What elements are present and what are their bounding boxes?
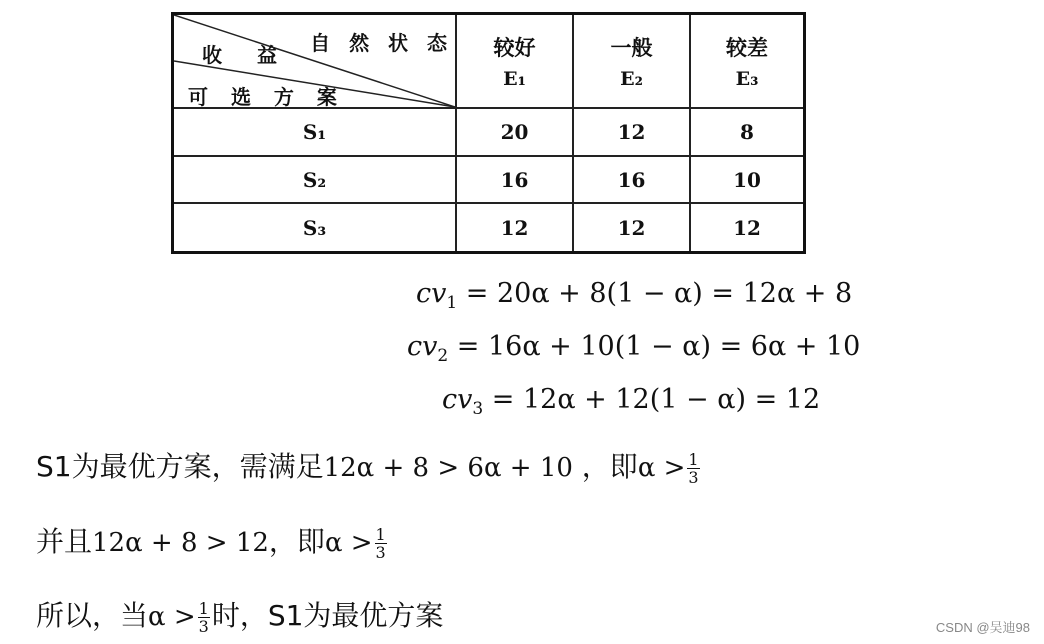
value-cell: 8 [691, 109, 803, 157]
value-cell: 12 [733, 215, 761, 240]
fraction-denominator: 3 [688, 467, 699, 487]
state-header-e2 [574, 15, 691, 109]
state-code: E₁ [503, 68, 526, 90]
scheme-cell-s2: S₂ [174, 157, 457, 204]
fraction-numerator: 1 [198, 598, 209, 618]
state-name: 一般 [610, 35, 653, 60]
formula-subscript: 3 [472, 399, 484, 419]
formula-var: cv [407, 331, 438, 362]
formula-var: cv [416, 278, 447, 309]
fraction-one-third [687, 451, 699, 486]
formula-cv1 [416, 278, 852, 313]
formula-rhs: = 12α + 12(1 − α) = 12 [483, 384, 821, 415]
nature-state-label: 自 然 状 态 [310, 31, 453, 55]
inline-math: α > [324, 528, 373, 558]
condition-line-2 [36, 520, 389, 561]
value-cell: 16 [457, 157, 574, 204]
state-code: E₃ [735, 68, 759, 90]
options-label: 可 选 方 案 [188, 85, 345, 109]
watermark: CSDN @吴迪98 [935, 620, 1030, 635]
formula-subscript: 2 [437, 346, 449, 366]
inline-math: 12α + 8 > 6α + 10 [323, 453, 573, 483]
fraction-one-third [375, 526, 387, 561]
inline-math: α > [637, 453, 686, 483]
formula-var: cv [442, 384, 473, 415]
payoff-table [171, 12, 806, 254]
state-header-e3 [691, 15, 803, 109]
condition-line-1 [36, 445, 702, 486]
fraction-denominator: 3 [198, 616, 209, 636]
profit-label: 收 益 [202, 43, 291, 67]
value-cell: 16 [574, 157, 691, 204]
line-text: 并且 [36, 525, 93, 558]
fraction-numerator: 1 [375, 524, 386, 544]
line-text: 所以，当 [36, 599, 149, 632]
formula-cv3 [442, 384, 820, 419]
value-cell: 12 [457, 204, 574, 251]
line-text: S1为最优方案，需满足 [36, 450, 324, 483]
conclusion-line [36, 594, 443, 635]
line-text: ，即 [268, 525, 325, 558]
inline-math: α > [148, 602, 196, 632]
inline-math: 12α + 8 > 12 [92, 528, 269, 558]
value-cell: 12 [574, 109, 691, 157]
scheme-cell-s3: S₃ [174, 204, 457, 251]
scheme-cell-s1: S₁ [174, 109, 457, 157]
fraction-denominator: 3 [375, 542, 386, 562]
formula-cv2 [407, 331, 860, 366]
line-text: ，即 [572, 450, 638, 483]
value-cell: 12 [574, 204, 691, 251]
state-name: 较差 [726, 35, 768, 60]
line-text: 时，S1为最优方案 [211, 599, 444, 632]
state-code: E₂ [620, 68, 643, 90]
formula-rhs: = 16α + 10(1 − α) = 6α + 10 [448, 331, 861, 362]
fraction-one-third [198, 600, 210, 635]
formula-rhs: = 20α + 8(1 − α) = 12α + 8 [457, 278, 853, 309]
formula-subscript: 1 [446, 293, 458, 313]
value-cell: 10 [691, 157, 803, 204]
state-name: 较好 [493, 35, 536, 60]
fraction-numerator: 1 [688, 449, 699, 469]
value-cell: 20 [457, 109, 574, 157]
state-header-e1 [457, 15, 574, 109]
table-corner-header [174, 15, 457, 109]
